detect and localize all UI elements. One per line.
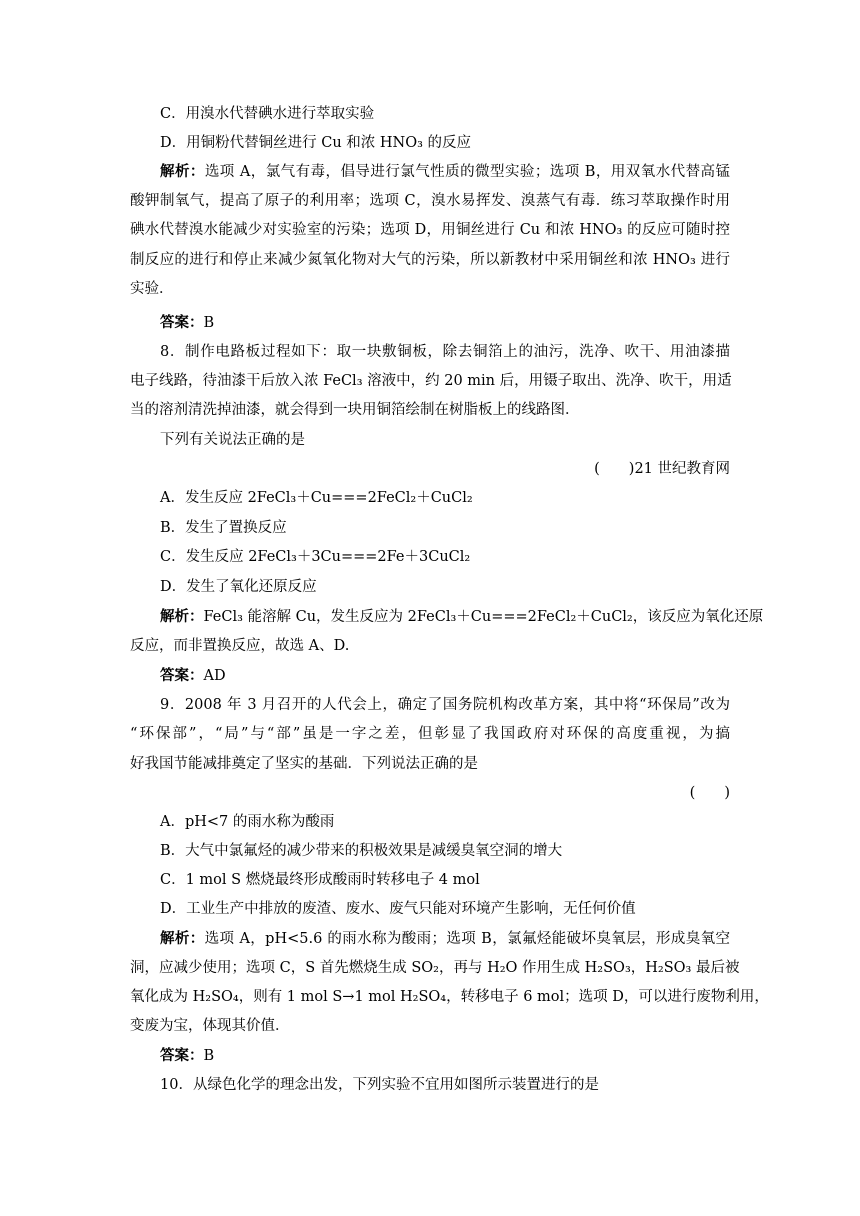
analysis-label: 解析： — [160, 930, 205, 947]
option-b-q9: B．大气中氯氟烃的减少带来的积极效果是减缓臭氧空洞的增大 — [160, 843, 563, 859]
answer-q7 — [160, 313, 730, 333]
question-9-line2: “环保部”，“局”与“部”虽是一字之差，但彰显了我国政府对环保的高度重视，为搞 — [130, 726, 730, 742]
answer-blank-q9: ( ) — [689, 785, 730, 801]
answer-q8 — [160, 666, 730, 686]
analysis-q8-line1 — [160, 607, 764, 627]
question-9-line3: 好我国节能减排奠定了坚实的基础．下列说法正确的是 — [130, 756, 478, 772]
option-d-q7: D．用铜粉代替铜丝进行 Cu 和浓 HNO₃ 的反应 — [160, 135, 472, 151]
analysis-q7-line3: 碘水代替溴水能减少对实验室的污染；选项 D，用铜丝进行 Cu 和浓 HNO₃ 的反应可随时控 — [130, 222, 730, 238]
analysis-label: 解析： — [160, 608, 204, 625]
answer-value: B — [203, 315, 215, 331]
question-8-line3: 当的溶剂清洗掉油漆，就会得到一块用铜箔绘制在树脂板上的线路图． — [130, 402, 580, 418]
analysis-q9-line1 — [160, 929, 730, 949]
answer-label: 答案： — [160, 314, 204, 331]
analysis-q7-line5: 实验． — [130, 281, 174, 297]
analysis-label: 解析： — [160, 163, 205, 180]
option-a-q9: A．pH<7 的雨水称为酸雨 — [160, 814, 335, 830]
analysis-q7-line1 — [160, 162, 730, 182]
question-10-line1: 10．从绿色化学的理念出发，下列实验不宜用如图所示装置进行的是 — [160, 1077, 599, 1093]
option-d-q8: D．发生了氧化还原反应 — [160, 579, 317, 595]
answer-blank-q8: ( )21 世纪教育网 — [594, 461, 730, 477]
analysis-q8-line2: 反应，而非置换反应，故选 A、D. — [130, 638, 350, 654]
analysis-q9-line2: 洞，应减少使用；选项 C，S 首先燃烧生成 SO₂，再与 H₂O 作用生成 H₂SO₃，H₂SO₃ 最后被 — [130, 960, 740, 976]
option-a-q8: A．发生反应 2FeCl₃＋Cu===2FeCl₂＋CuCl₂ — [160, 490, 473, 506]
analysis-q9-line3: 氧化成为 H₂SO₄，则有 1 mol S→1 mol H₂SO₄，转移电子 6 mol；选项 D，可以进行废物利用， — [130, 989, 769, 1005]
answer-q9 — [160, 1046, 730, 1066]
analysis-q9-line4: 变废为宝，体现其价值． — [130, 1018, 290, 1034]
question-8-prompt: 下列有关说法正确的是 — [160, 432, 305, 448]
answer-value: AD — [203, 668, 226, 684]
analysis-text: 选项 A，pH<5.6 的雨水称为酸雨；选项 B，氯氟烃能破坏臭氧层，形成臭氧空 — [204, 931, 731, 947]
answer-label: 答案： — [160, 667, 204, 684]
answer-label: 答案： — [160, 1047, 204, 1064]
analysis-q7-line4: 制反应的进行和停止来减少氮氧化物对大气的污染，所以新教材中采用铜丝和浓 HNO₃ 进行 — [130, 252, 730, 268]
analysis-text: FeCl₃ 能溶解 Cu，发生反应为 2FeCl₃＋Cu===2FeCl₂＋CuCl₂，该反应为氧化还原 — [203, 609, 764, 625]
option-b-q8: B．发生了置换反应 — [160, 520, 287, 536]
option-c-q7: C．用溴水代替碘水进行萃取实验 — [160, 106, 375, 122]
option-d-q9: D．工业生产中排放的废渣、废水、废气只能对环境产生影响，无任何价值 — [160, 901, 636, 917]
question-9-line1: 9．2008 年 3 月召开的人代会上，确定了国务院机构改革方案，其中将“环保局”改为 — [160, 697, 730, 713]
option-c-q9: C．1 mol S 燃烧最终形成酸雨时转移电子 4 mol — [160, 872, 480, 888]
analysis-q7-line2: 酸钾制氧气，提高了原子的利用率；选项 C，溴水易挥发、溴蒸气有毒．练习萃取操作时用 — [130, 193, 730, 209]
answer-value: B — [203, 1048, 215, 1064]
analysis-text: 选项 A，氯气有毒，倡导进行氯气性质的微型实验；选项 B，用双氧水代替高锰 — [204, 164, 730, 180]
option-c-q8: C．发生反应 2FeCl₃＋3Cu===2Fe＋3CuCl₂ — [160, 549, 471, 565]
question-8-line1: 8．制作电路板过程如下：取一块敷铜板，除去铜箔上的油污，洗净、吹干、用油漆描 — [160, 344, 730, 360]
question-8-line2: 电子线路，待油漆干后放入浓 FeCl₃ 溶液中，约 20 min 后，用镊子取出、洗净、吹干，用适 — [130, 373, 732, 389]
